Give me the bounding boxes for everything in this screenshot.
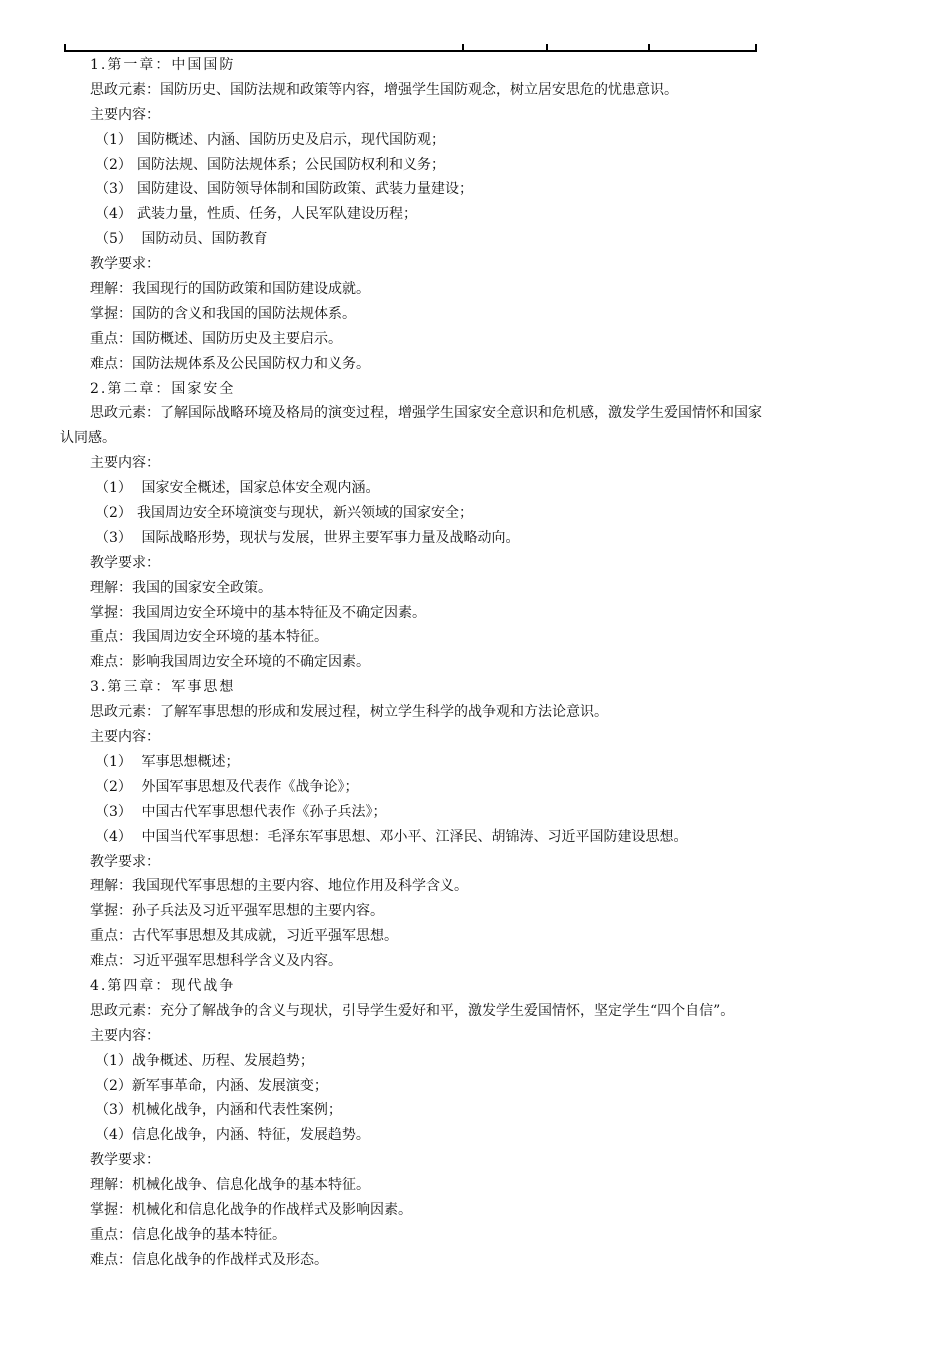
understand-text: 理解：我国现代军事思想的主要内容、地位作用及科学含义。	[90, 878, 468, 895]
item-number: （3）	[95, 1102, 132, 1119]
difficult-point-text: 难点：国防法规体系及公民国防权力和义务。	[90, 355, 370, 372]
list-item	[60, 825, 900, 850]
item-number: （2）	[95, 1077, 132, 1094]
sizheng-elements: 思政元素：了解国际战略环境及格局的演变过程，增强学生国家安全意识和危机感，激发学生爱国情怀和国家	[90, 405, 762, 422]
master-text: 掌握：国防的含义和我国的国防法规体系。	[90, 305, 356, 322]
item-text: 国防动员、国防教育	[137, 231, 268, 248]
list-item	[60, 775, 900, 800]
list-item	[60, 1098, 900, 1123]
item-text: 国际战略形势，现状与发展，世界主要军事力量及战略动向。	[137, 529, 520, 546]
difficult-point-text: 难点：信息化战争的作战样式及形态。	[90, 1251, 328, 1268]
list-item	[60, 1074, 900, 1099]
key-point-text: 重点：国防概述、国防历史及主要启示。	[90, 330, 342, 347]
list-item	[60, 128, 900, 153]
sizheng-elements: 思政元素：了解军事思想的形成和发展过程，树立学生科学的战争观和方法论意识。	[90, 704, 608, 721]
list-item	[60, 750, 900, 775]
item-number: （2）	[95, 505, 132, 522]
item-number: （4）	[95, 1127, 132, 1144]
chapter-heading: 1.第一章：中国国防	[90, 57, 236, 73]
item-text: 国防概述、内涵、国防历史及启示，现代国防观；	[137, 131, 445, 148]
list-item	[60, 800, 900, 825]
list-item	[60, 1049, 900, 1074]
understand-text: 理解：我国的国家安全政策。	[90, 579, 272, 596]
item-text: 我国周边安全环境演变与现状，新兴领域的国家安全；	[137, 505, 473, 522]
main-content-label: 主要内容：	[90, 729, 160, 746]
item-number: （1）	[95, 1052, 132, 1069]
chapter-heading: 3.第三章：军事思想	[90, 679, 236, 696]
item-text: 中国古代军事思想代表作《孙子兵法》；	[137, 803, 387, 820]
understand-text: 理解：机械化战争、信息化战争的基本特征。	[90, 1177, 370, 1194]
teaching-requirements-label: 教学要求：	[90, 554, 160, 571]
key-point-text: 重点：信息化战争的基本特征。	[90, 1226, 286, 1243]
item-number: （1）	[95, 131, 132, 148]
item-number: （4）	[95, 828, 132, 845]
item-text: 机械化战争，内涵和代表性案例；	[131, 1102, 342, 1119]
item-text: 战争概述、历程、发展趋势；	[131, 1052, 314, 1069]
item-number: （1）	[95, 753, 132, 770]
table-divider	[546, 44, 548, 51]
item-number: （5）	[95, 231, 132, 248]
master-text: 掌握：我国周边安全环境中的基本特征及不确定因素。	[90, 604, 426, 621]
list-item	[60, 202, 900, 227]
document-body	[60, 53, 900, 1273]
item-text: 军事思想概述；	[137, 753, 240, 770]
list-item	[60, 153, 900, 178]
difficult-point-text: 难点：习近平强军思想科学含义及内容。	[90, 953, 342, 970]
sizheng-elements-continued: 认同感。	[60, 430, 116, 447]
teaching-requirements-label: 教学要求：	[90, 853, 160, 870]
teaching-requirements-label: 教学要求：	[90, 1152, 160, 1169]
chapter-section	[60, 377, 900, 676]
item-number: （3）	[95, 803, 132, 820]
list-item	[60, 227, 900, 252]
chapter-section	[60, 53, 900, 377]
item-text: 中国当代军事思想：毛泽东军事思想、邓小平、江泽民、胡锦涛、习近平国防建设思想。	[137, 828, 688, 845]
item-number: （3）	[95, 181, 132, 198]
item-text: 信息化战争，内涵、特征，发展趋势。	[131, 1127, 370, 1144]
chapter-heading: 2.第二章：国家安全	[90, 380, 236, 397]
sizheng-elements: 思政元素：充分了解战争的含义与现状，引导学生爱好和平，激发学生爱国情怀，坚定学生“四个自信”。	[90, 1002, 735, 1019]
item-text: 国防法规、国防法规体系；公民国防权利和义务；	[137, 156, 445, 173]
item-text: 新军事革命，内涵、发展演变；	[131, 1077, 328, 1094]
item-text: 国家安全概述，国家总体安全观内涵。	[137, 480, 380, 497]
understand-text: 理解：我国现行的国防政策和国防建设成就。	[90, 281, 370, 298]
table-divider	[64, 44, 66, 51]
main-content-label: 主要内容：	[90, 1027, 160, 1044]
table-divider	[462, 44, 464, 51]
list-item	[60, 476, 900, 501]
table-divider	[648, 44, 650, 51]
item-text: 武装力量，性质、任务，人民军队建设历程；	[137, 206, 417, 223]
chapter-section	[60, 974, 900, 1273]
item-text: 外国军事思想及代表作《战争论》；	[137, 778, 359, 795]
item-number: （3）	[95, 529, 132, 546]
chapter-section	[60, 675, 900, 974]
item-number: （2）	[95, 778, 132, 795]
table-divider	[755, 44, 757, 51]
list-item	[60, 177, 900, 202]
teaching-requirements-label: 教学要求：	[90, 256, 160, 273]
master-text: 掌握：机械化和信息化战争的作战样式及影响因素。	[90, 1201, 412, 1218]
key-point-text: 重点：古代军事思想及其成就，习近平强军思想。	[90, 928, 398, 945]
table-top-rule	[64, 50, 757, 52]
sizheng-elements: 思政元素：国防历史、国防法规和政策等内容，增强学生国防观念，树立居安思危的忧患意识。	[90, 81, 678, 98]
item-number: （4）	[95, 206, 132, 223]
main-content-label: 主要内容：	[90, 455, 160, 472]
key-point-text: 重点：我国周边安全环境的基本特征。	[90, 629, 328, 646]
list-item	[60, 501, 900, 526]
list-item	[60, 526, 900, 551]
item-text: 国防建设、国防领导体制和国防政策、武装力量建设；	[137, 181, 473, 198]
item-number: （2）	[95, 156, 132, 173]
master-text: 掌握：孙子兵法及习近平强军思想的主要内容。	[90, 903, 384, 920]
item-number: （1）	[95, 480, 132, 497]
difficult-point-text: 难点：影响我国周边安全环境的不确定因素。	[90, 654, 370, 671]
chapter-heading: 4.第四章：现代战争	[90, 977, 236, 994]
main-content-label: 主要内容：	[90, 106, 160, 123]
list-item	[60, 1123, 900, 1148]
